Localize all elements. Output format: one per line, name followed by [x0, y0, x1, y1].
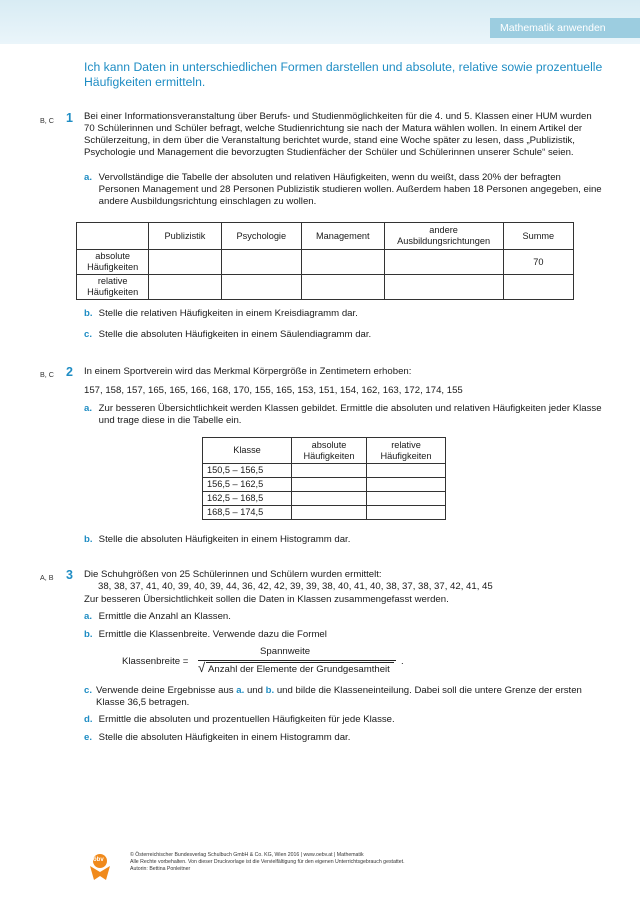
ex3-tag: A, B	[40, 573, 54, 582]
header-tab: Mathematik anwenden	[490, 18, 640, 38]
ex3-a	[84, 611, 231, 623]
ex3-b	[84, 629, 327, 641]
ex1-table	[76, 222, 574, 300]
ex1-c-label: c.	[84, 329, 93, 340]
ex3-e-text: Stelle die absoluten Häufigkeiten in einem Histogramm dar.	[98, 732, 351, 743]
sqrt-bar	[206, 662, 394, 663]
ex3-a-label: a.	[84, 611, 93, 622]
learning-goal: Ich kann Daten in unterschiedlichen Formen darstellen und absolute, relative sowie prozentuelle Häufigkeiten ermitteln.	[84, 60, 603, 89]
ex3-number: 3	[66, 568, 73, 582]
ex2-class-cell: 162,5 – 168,5	[203, 492, 292, 506]
ex3-c-ref-a: a.	[236, 685, 245, 696]
ex2-table	[202, 437, 446, 520]
ex3-d-text: Ermittle die absoluten und prozentuellen Häufigkeiten für jede Klasse.	[98, 714, 395, 725]
ex2-header-cell: Klasse	[203, 438, 292, 464]
ex2-b-label: b.	[84, 534, 93, 545]
ex3-text: Die Schuhgrößen von 25 Schülerinnen und Schülern wurden ermittelt:	[84, 569, 382, 580]
ex2-class-cell: 168,5 – 174,5	[203, 506, 292, 520]
ex3-e	[84, 732, 350, 744]
ex3-b-label: b.	[84, 629, 93, 640]
publisher-logo	[86, 852, 114, 882]
footer-line1: © Österreichischer Bundesverlag Schulbuch GmbH & Co. KG, Wien 2016 | www.oebv.at | Mathematik	[130, 852, 364, 858]
ex2-cell	[292, 492, 367, 506]
footer-line3: Autorin: Bettina Ponleitner	[130, 866, 191, 872]
ex3-c-text1: Verwende deine Ergebnisse aus	[96, 685, 237, 696]
formula-denominator: Anzahl der Elemente der Grundgesamtheit	[208, 664, 390, 675]
footer-line2: Alle Rechte vorbehalten. Von dieser Druckvorlage ist die Vervielfältigung für den eigenen Unterrichtsgebrauch gestattet.	[130, 859, 405, 865]
ex2-class-cell: 150,5 – 156,5	[203, 464, 292, 478]
ex2-b	[84, 534, 350, 546]
ex1-cell	[221, 250, 301, 275]
ex2-a	[84, 403, 604, 427]
ex1-row-label: absolute Häufigkeiten	[77, 250, 149, 275]
ex1-row-label: relative Häufigkeiten	[77, 275, 149, 300]
ex1-cell	[384, 275, 503, 300]
ex3-data: 38, 38, 37, 41, 40, 39, 40, 39, 44, 36, 42, 42, 39, 39, 38, 40, 41, 40, 38, 37, 38, 37, 42, 41, 45	[98, 581, 493, 592]
ex3-c-text2: und bilde die Klasseneinteilung. Dabei soll die untere Grenze der ersten Klasse 36,5 betragen.	[96, 685, 582, 708]
ex1-header-cell: Management	[302, 223, 384, 250]
fraction-line	[198, 660, 396, 661]
logo-text: öbv	[93, 857, 104, 863]
ex2-header-cell: absolute Häufigkeiten	[292, 438, 367, 464]
ex1-b-text: Stelle die relativen Häufigkeiten in einem Kreisdiagramm dar.	[98, 308, 358, 319]
ex1-cell	[149, 275, 221, 300]
ex2-text: In einem Sportverein wird das Merkmal Körpergröße in Zentimetern erhoben:	[84, 366, 412, 377]
ex2-cell	[367, 492, 446, 506]
ex1-a-text: Vervollständige die Tabelle der absoluten und relativen Häufigkeiten, wenn du weißt, dass 20% der befragten Personen Management und 28 Personen Publizistik studieren wollen. Außerdem haben 18 Personen angegeben, eine andere Ausbildungsrichtung einschlagen zu wollen.	[98, 172, 602, 207]
ex1-cell	[221, 275, 301, 300]
ex3-a-text: Ermittle die Anzahl an Klassen.	[98, 611, 231, 622]
ex1-text: Bei einer Informationsveranstaltung über Berufs- und Studienmöglichkeiten für die 4. und 5. Klassen einer HUM wurden 70 Schülerinnen und Schüler befragt, welche Studienrichtung sie nach der Matura wählen wollen. In einem Artikel der Schülerzeitung, in dem über die Veranstaltung berichtet wurde, stand eine Woche später zu lesen, dass „Publizistik, Psychologie und Management die bevorzugten Studienfächer der Schüler und Schülerinnen unserer Schule“ seien.	[84, 111, 592, 158]
ex1-b-label: b.	[84, 308, 93, 319]
ex3-c-and: und	[244, 685, 266, 696]
sqrt-symbol-icon: √	[198, 660, 206, 675]
ex1-tag: B, C	[40, 116, 54, 125]
ex1-header-cell	[77, 223, 149, 250]
ex2-cell	[292, 506, 367, 520]
ex1-c-text: Stelle die absoluten Häufigkeiten in einem Säulendiagramm dar.	[98, 329, 372, 340]
ex3-d-label: d.	[84, 714, 93, 725]
ex3-c	[84, 685, 604, 709]
ex1-header-cell: andere Ausbildungsrichtungen	[384, 223, 503, 250]
ex3-d	[84, 714, 395, 726]
ex1-number: 1	[66, 111, 73, 125]
ex2-cell	[367, 478, 446, 492]
ex1-a-label: a.	[84, 172, 93, 183]
ex1-cell	[302, 250, 384, 275]
ex2-a-label: a.	[84, 403, 93, 414]
ex2-cell	[292, 478, 367, 492]
ex3-text2: Zur besseren Übersichtlichkeit sollen die Daten in Klassen zusammengefasst werden.	[84, 594, 449, 605]
ex1-cell	[503, 275, 573, 300]
ex2-cell	[367, 506, 446, 520]
ex2-header-cell: relative Häufigkeiten	[367, 438, 446, 464]
ex2-data: 157, 158, 157, 165, 165, 166, 168, 170, 155, 165, 153, 151, 154, 162, 163, 172, 174, 155	[84, 385, 463, 396]
ex2-tag: B, C	[40, 370, 54, 379]
footer	[130, 852, 405, 873]
ex1-a	[84, 172, 604, 208]
ex2-cell	[292, 464, 367, 478]
ex2-b-text: Stelle die absoluten Häufigkeiten in einem Histogramm dar.	[98, 534, 351, 545]
ex1-c	[84, 329, 371, 341]
formula-end: .	[401, 656, 404, 667]
ex1-cell	[302, 275, 384, 300]
ex3-c-label: c.	[84, 685, 93, 696]
ex1-cell	[149, 250, 221, 275]
ex1-b	[84, 308, 358, 320]
ex3-e-label: e.	[84, 732, 93, 743]
ex1-header-cell: Psychologie	[221, 223, 301, 250]
ex1-header-cell: Summe	[503, 223, 573, 250]
ex2-class-cell: 156,5 – 162,5	[203, 478, 292, 492]
ex1-cell: 70	[503, 250, 573, 275]
ex3-c-ref-b: b.	[265, 685, 275, 696]
formula-numerator: Spannweite	[260, 646, 311, 657]
ex2-a-text: Zur besseren Übersichtlichkeit werden Klassen gebildet. Ermittle die absoluten und relativen Häufigkeiten jeder Klasse und trage diese in die Tabelle ein.	[98, 403, 602, 426]
ex2-number: 2	[66, 365, 73, 379]
ex1-header-cell: Publizistik	[149, 223, 221, 250]
ex2-cell	[367, 464, 446, 478]
ex1-cell	[384, 250, 503, 275]
ex3-c-body	[96, 685, 601, 709]
formula-lhs: Klassenbreite =	[122, 656, 189, 667]
header-bar	[0, 0, 640, 44]
ex3-b-text: Ermittle die Klassenbreite. Verwende dazu die Formel	[98, 629, 327, 640]
